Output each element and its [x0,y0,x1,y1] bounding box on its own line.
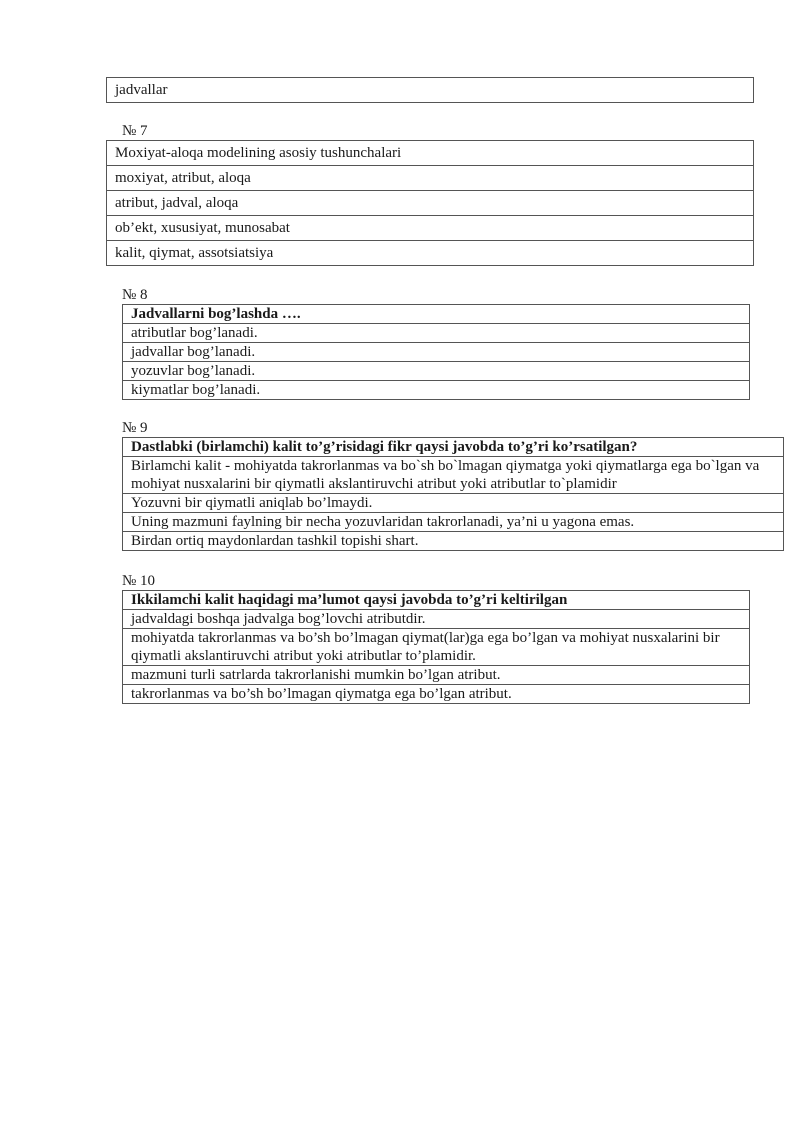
question-number-10: № 10 [122,573,156,589]
table-row [123,438,784,457]
option-cell: Yozuvni bir qiymatli aniqlab bo’lmaydi. [123,494,784,513]
option-cell: Uning mazmuni faylning bir necha yozuvlaridan takrorlanadi, ya’ni u yagona emas. [123,513,784,532]
option-cell: jadvaldagi boshqa jadvalga bog’lovchi atributdir. [123,610,750,629]
question-cell: Dastlabki (birlamchi) kalit to’g’risidagi fikr qaysi javobda to’g’ri ko’rsatilgan? [123,438,784,457]
table-row [123,610,750,629]
table-row [107,166,754,191]
option-cell: atributlar bog’lanadi. [123,324,750,343]
table-row [123,362,750,381]
option-cell: Birlamchi kalit - mohiyatda takrorlanmas va bo`sh bo`lmagan qiymatga yoki qiymatlarga ega bo`lgan va mohiyat nusxalarini bir qiymatli akslantiruvchi atribut yoki atributlar to`plamidir [123,457,784,494]
table-row [123,513,784,532]
table-row [107,191,754,216]
option-cell: kiymatlar bog’lanadi. [123,381,750,400]
option-cell: takrorlanmas va bo’sh bo’lmagan qiymatga ega bo’lgan atribut. [123,685,750,704]
table-row [123,629,750,666]
table-row [107,216,754,241]
question-number-9: № 9 [122,420,148,436]
table-row [123,666,750,685]
table-row [123,457,784,494]
question-9-table [122,437,784,551]
option-cell: jadvallar bog’lanadi. [123,343,750,362]
question-cell: Jadvallarni bog’lashda …. [123,305,750,324]
option-cell: Birdan ortiq maydonlardan tashkil topishi shart. [123,532,784,551]
option-cell: mohiyatda takrorlanmas va bo’sh bo’lmagan qiymat(lar)ga ega bo’lgan va mohiyat nusxalarini bir qiymatli akslantiruvchi atribut yoki atributlar to’plamidir. [123,629,750,666]
table-row [123,381,750,400]
option-cell: atribut, jadval, aloqa [107,191,754,216]
table-row [123,343,750,362]
question-10-table [122,590,750,704]
question-cell: Ikkilamchi kalit haqidagi ma’lumot qaysi javobda to’g’ri keltirilgan [123,591,750,610]
table-row [123,305,750,324]
table-row [123,324,750,343]
option-cell: yozuvlar bog’lanadi. [123,362,750,381]
table-row [123,591,750,610]
option-cell: mazmuni turli satrlarda takrorlanishi mumkin bo’lgan atribut. [123,666,750,685]
question-8-table [122,304,750,400]
table-row [123,494,784,513]
previous-question-table [106,77,754,103]
option-cell: moxiyat, atribut, aloqa [107,166,754,191]
question-7-table [106,140,754,266]
table-row [107,141,754,166]
table-row [123,685,750,704]
question-cell: Moxiyat-aloqa modelining asosiy tushunchalari [107,141,754,166]
option-cell: ob’ekt, xususiyat, munosabat [107,216,754,241]
question-number-7: № 7 [122,123,148,139]
option-cell: kalit, qiymat, assotsiatsiya [107,241,754,266]
option-cell: jadvallar [107,78,754,103]
table-row [107,78,754,103]
table-row [123,532,784,551]
question-number-8: № 8 [122,287,148,303]
table-row [107,241,754,266]
